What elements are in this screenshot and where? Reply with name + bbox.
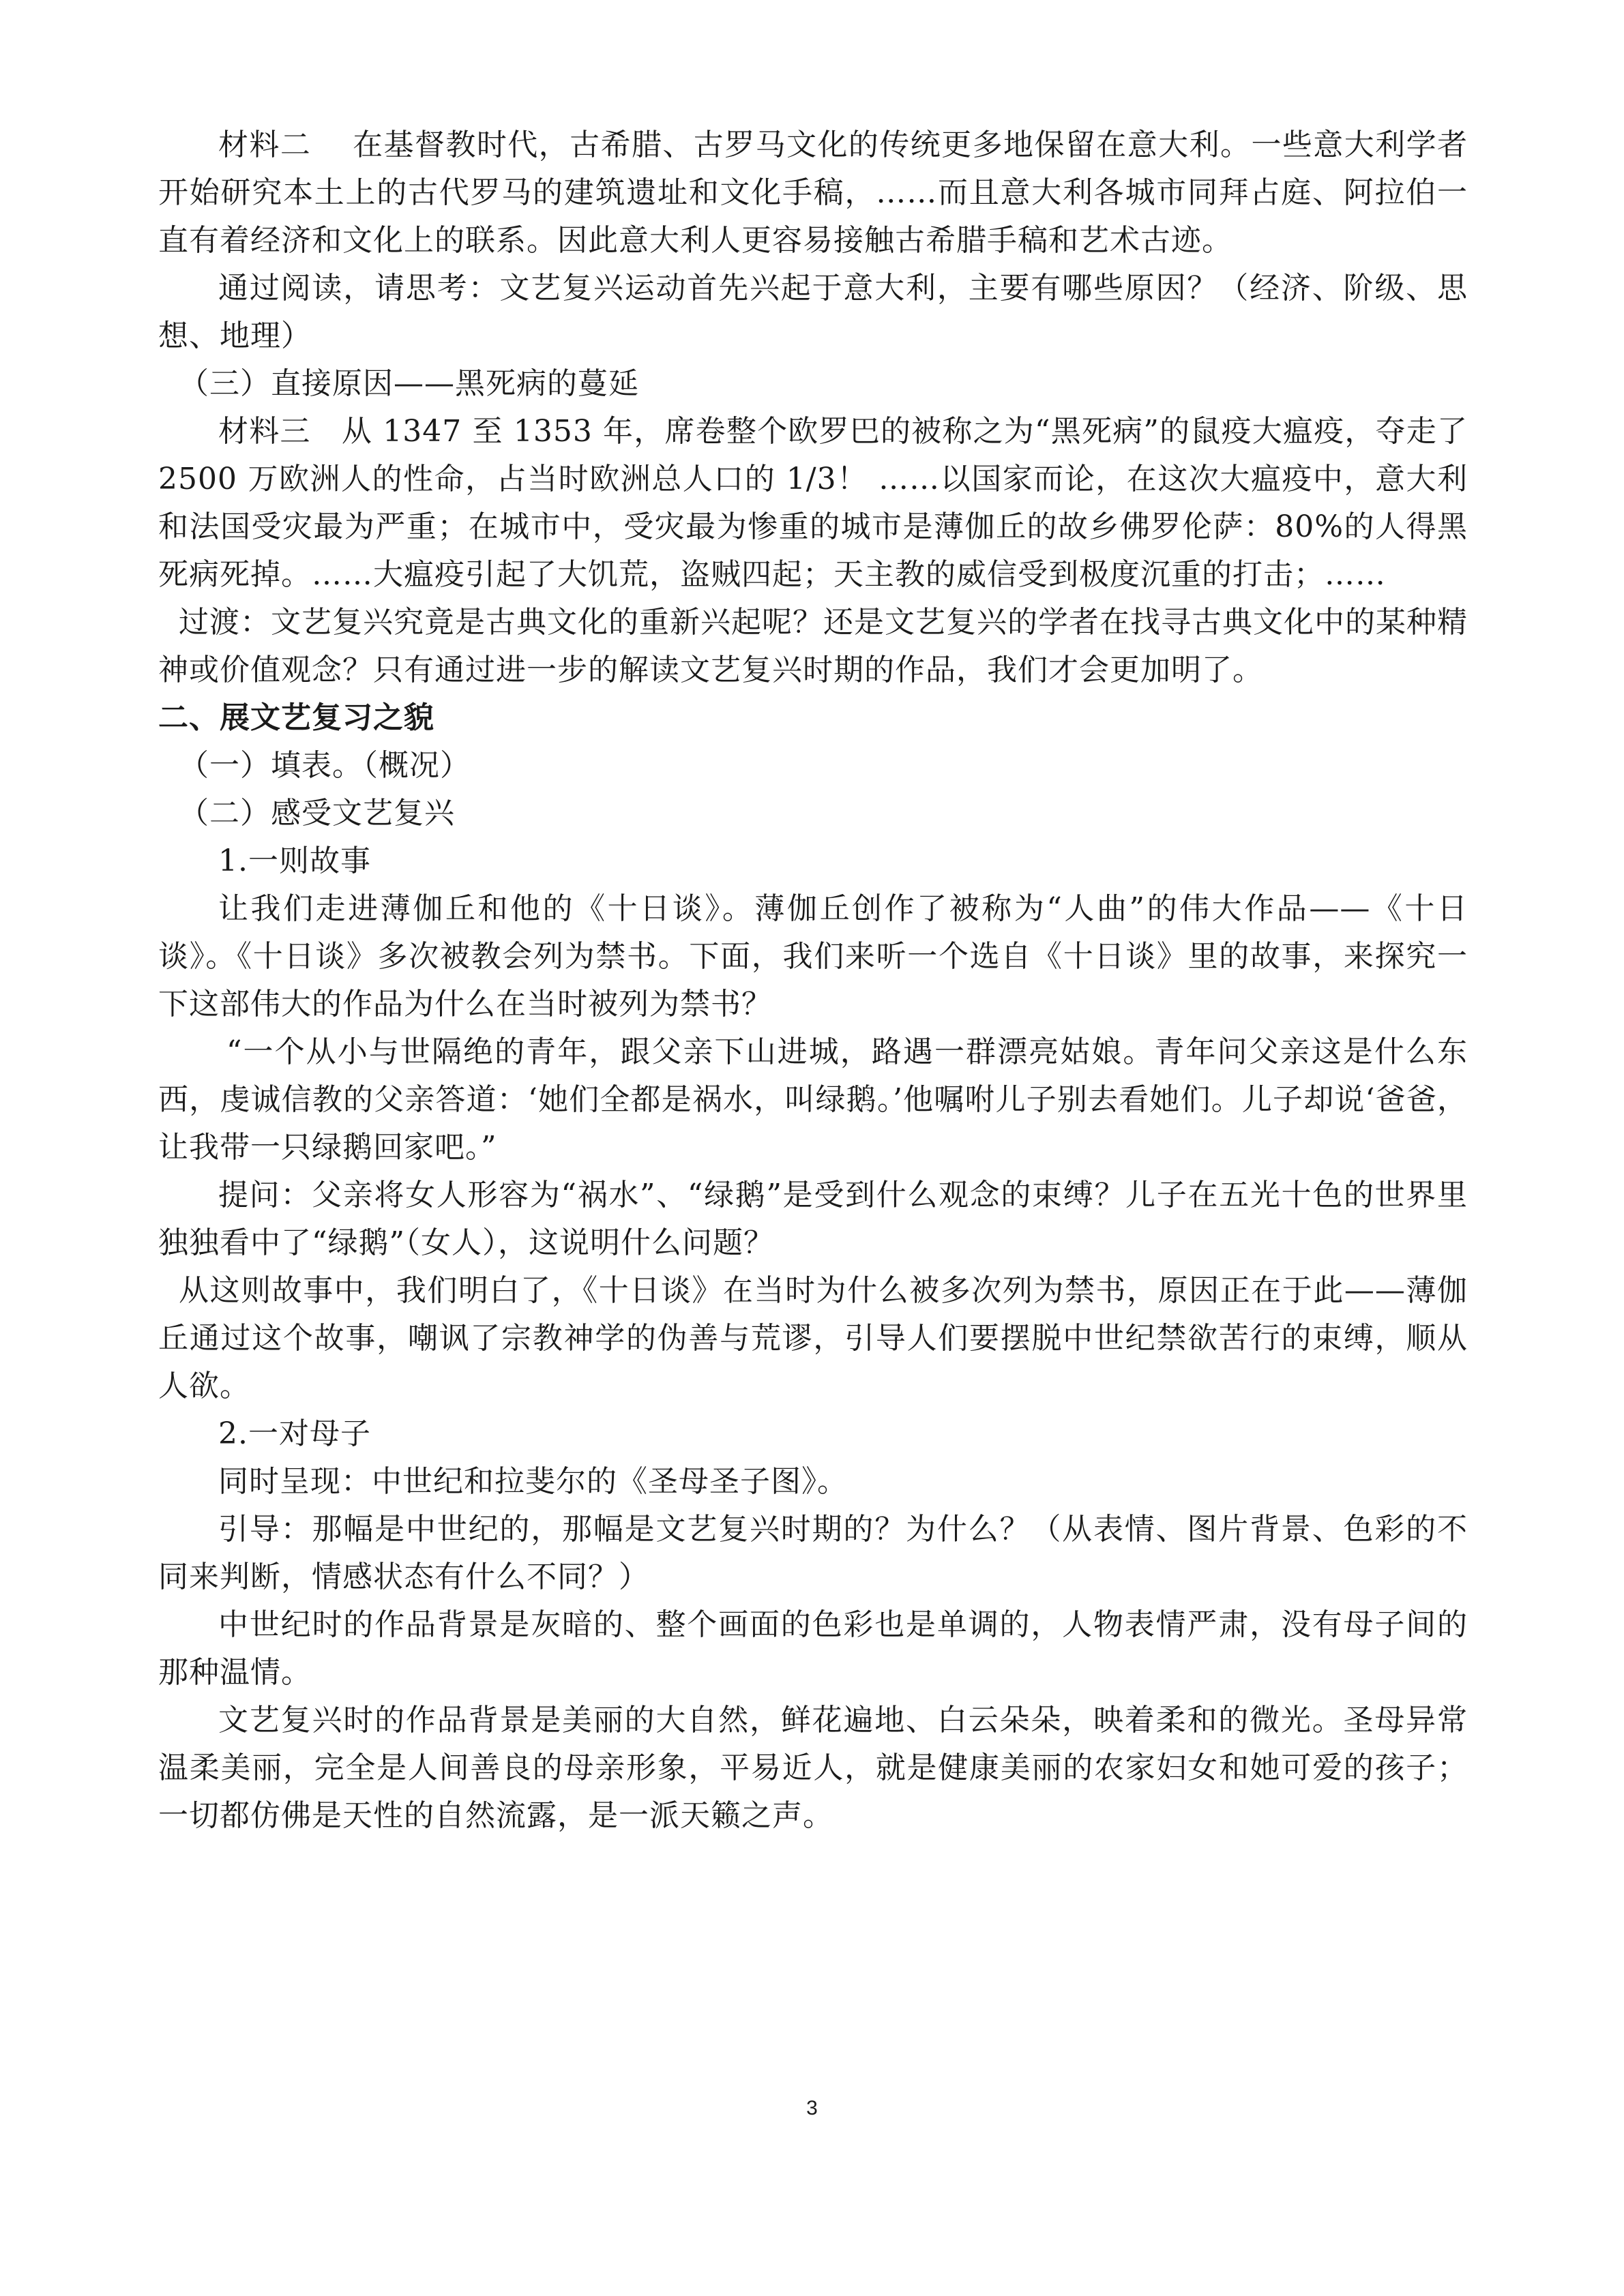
paragraph-reading-question: 通过阅读，请思考：文艺复兴运动首先兴起于意大利，主要有哪些原因？（经济、阶级、思想、地理） (158, 271, 1468, 353)
section-two-heading: 二、展文艺复习之貌 (158, 700, 434, 735)
paragraph-story-conclusion: 从这则故事中，我们明白了，《十日谈》在当时为什么被多次列为禁书，原因正在于此——薄伽丘通过这个故事，嘲讽了宗教神学的伪善与荒谬，引导人们要摆脱中世纪禁欲苦行的束缚，顺从人欲。 (158, 1273, 1468, 1403)
paragraph-material-three: 材料三 从 1347 至 1353 年，席卷整个欧罗巴的被称之为“黑死病”的鼠疫大瘟疫，夺走了 2500 万欧洲人的性命，占当时欧洲总人口的 1/3！ ……以国家而论，在这次大瘟疫中，意大利和法国受灾最为严重；在城市中，受灾最为惨重的城市是薄伽丘的故乡佛罗伦萨：80%的人得黑死病死掉。……大瘟疫引起了大饥荒，盗贼四起；天主教的威信受到极度沉重的打击；…… (158, 414, 1468, 592)
subheading-fill-table: （一）填表。（概况） (179, 748, 471, 783)
paragraph-transition: 过渡：文艺复兴究竟是古典文化的重新兴起呢？还是文艺复兴的学者在找寻古典文化中的某种精神或价值观念？只有通过进一步的解读文艺复兴时期的作品，我们才会更加明了。 (158, 605, 1468, 687)
subheading-feel-renaissance: （二）感受文艺复兴 (179, 796, 455, 831)
paragraph-story-quote: “一个从小与世隔绝的青年，跟父亲下山进城，路遇一群漂亮姑娘。青年问父亲这是什么东西，虔诚信教的父亲答道：‘她们全都是祸水，叫绿鹅。’他嘱咐儿子别去看她们。儿子却说‘爸爸，让我带一只绿鹅回家吧。” (158, 1034, 1468, 1165)
paragraph-decameron-intro: 让我们走进薄伽丘和他的《十日谈》。薄伽丘创作了被称为“人曲”的伟大作品——《十日谈》。《十日谈》多次被教会列为禁书。下面，我们来听一个选自《十日谈》里的故事，来探究一下这部伟大的作品为什么在当时被列为禁书？ (158, 891, 1468, 1022)
document-page (158, 121, 1468, 1840)
paragraph-simultaneous: 同时呈现：中世纪和拉斐尔的《圣母圣子图》。 (218, 1464, 848, 1499)
paragraph-material-two: 材料二 在基督教时代，古希腊、古罗马文化的传统更多地保留在意大利。一些意大利学者开始研究本土上的古代罗马的建筑遗址和文化手稿，……而且意大利各城市同拜占庭、阿拉伯一直有着经济和文化上的联系。因此意大利人更容易接触古希腊手稿和艺术古迹。 (158, 128, 1468, 258)
subheading-direct-cause: （三）直接原因——黑死病的蔓延 (179, 366, 639, 401)
paragraph-renaissance-work: 文艺复兴时的作品背景是美丽的大自然，鲜花遍地、白云朵朵，映着柔和的微光。圣母异常温柔美丽，完全是人间善良的母亲形象，平易近人，就是健康美丽的农家妇女和她可爱的孩子；一切都仿佛是天性的自然流露，是一派天籁之声。 (158, 1703, 1468, 1833)
item-one-story: 1.一则故事 (218, 844, 371, 878)
page-number: 3 (806, 2097, 818, 2119)
paragraph-medieval-work: 中世纪时的作品背景是灰暗的、整个画面的色彩也是单调的，人物表情严肃，没有母子间的那种温情。 (158, 1607, 1468, 1690)
paragraph-question: 提问：父亲将女人形容为“祸水”、“绿鹅”是受到什么观念的束缚？儿子在五光十色的世界里独独看中了“绿鹅”（女人），这说明什么问题？ (158, 1178, 1468, 1260)
item-two-mother-child: 2.一对母子 (218, 1416, 371, 1451)
paragraph-guidance: 引导：那幅是中世纪的，那幅是文艺复兴时期的？为什么？（从表情、图片背景、色彩的不同来判断，情感状态有什么不同？） (158, 1512, 1468, 1594)
